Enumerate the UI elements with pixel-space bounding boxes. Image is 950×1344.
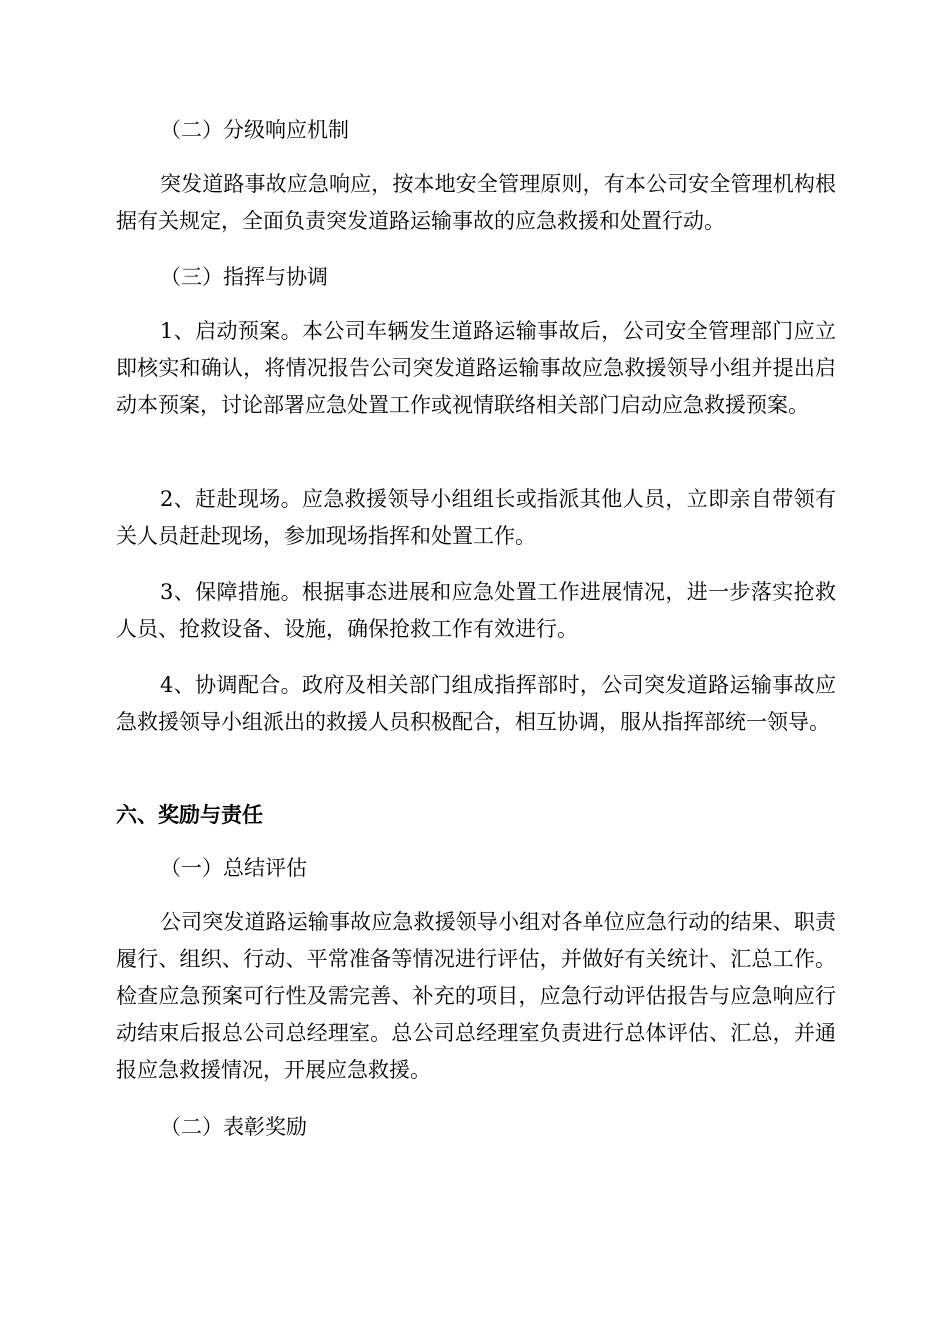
paragraph-coordination: 4、协调配合。政府及相关部门组成指挥部时，公司突发道路运输事故应急救援领导小组派出的救援人员积极配合，相互协调，服从指挥部统一领导。 [116,673,836,734]
subsection-heading-command-coordination: （三）指挥与协调 [160,265,328,289]
paragraph-launch-plan: 1、启动预案。本公司车辆发生道路运输事故后，公司安全管理部门应立即核实和确认，将情况报告公司突发道路运输事故应急救援领导小组并提出启动本预案，讨论部署应急处置工作或视情联络相关部门启动应急救援预案。 [116,319,836,417]
paragraph-grading-response: 突发道路事故应急响应，按本地安全管理原则，有本公司安全管理机构根据有关规定，全面负责突发道路运输事故的应急救援和处置行动。 [116,172,836,233]
paragraph-summary-evaluation: 公司突发道路运输事故应急救援领导小组对各单位应急行动的结果、职责履行、组织、行动、平常准备等情况进行评估，并做好有关统计、汇总工作。检查应急预案可行性及需完善、补充的项目，应急行动评估报告与应急响应行动结束后报总公司总经理室。总公司总经理室负责进行总体评估、汇总，并通报应急救援情况，开展应急救援。 [116,910,836,1082]
section-heading-rewards-responsibility: 六、奖励与责任 [116,803,263,827]
paragraph-safeguard-measures: 3、保障措施。根据事态进展和应急处置工作进展情况，进一步落实抢救人员、抢救设备、设施，确保抢救工作有效进行。 [116,580,836,641]
subsection-heading-grading-response: （二）分级响应机制 [160,118,349,142]
subsection-heading-commendation: （二）表彰奖励 [160,1115,307,1139]
paragraph-rush-to-scene: 2、赶赴现场。应急救援领导小组组长或指派其他人员，立即亲自带领有关人员赶赴现场，参加现场指挥和处置工作。 [116,487,836,548]
subsection-heading-summary-evaluation: （一）总结评估 [160,856,307,880]
